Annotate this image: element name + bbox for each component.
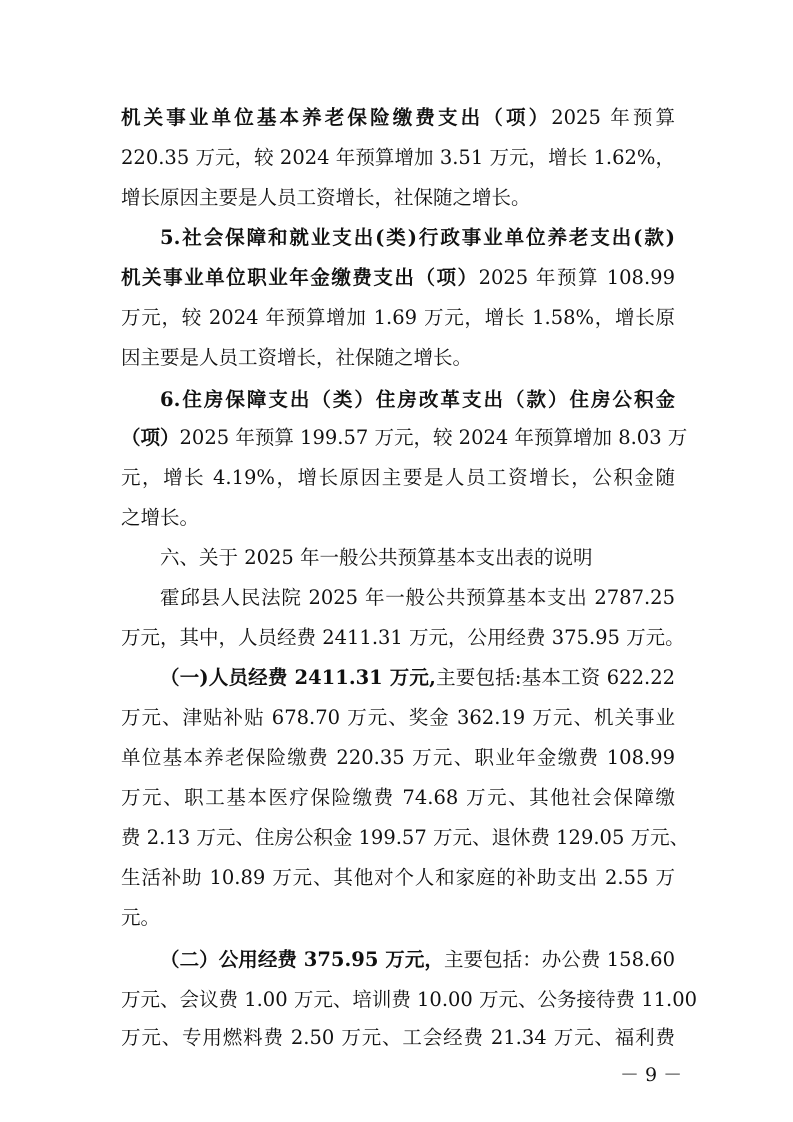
text-segment: 220.35 万元，较 2024 年预算增加 3.51 万元，增长 1.62%， [121, 146, 675, 169]
body-line [121, 900, 675, 936]
section-heading-6 [160, 382, 675, 418]
text-segment: 6.住房保障支出（类）住房改革支出（款）住房公积金 [160, 388, 675, 411]
text-segment: 增长原因主要是人员工资增长，社保随之增长。 [121, 186, 531, 209]
body-line [121, 700, 675, 736]
text-segment: （二）公用经费 375.95 万元， [160, 948, 444, 971]
text-segment: 万元、津贴补贴 678.70 万元、奖金 362.19 万元、机关事业 [121, 706, 675, 729]
text-segment: 主要包括:基本工资 622.22 [435, 666, 676, 689]
body-line [121, 860, 675, 896]
body-line [121, 982, 698, 1018]
text-segment: 元。 [121, 906, 161, 929]
body-line [121, 620, 685, 656]
text-segment: 万元，较 2024 年预算增加 1.69 万元，增长 1.58%，增长原 [121, 306, 675, 329]
text-segment: 万元，其中，人员经费 2411.31 万元，公用经费 375.95 万元。 [121, 626, 685, 649]
text-segment: 主要包括：办公费 158.60 [443, 948, 675, 971]
text-segment: 万元、职工基本医疗保险缴费 74.68 万元、其他社会保障缴 [121, 786, 675, 809]
body-line [160, 580, 675, 616]
text-segment: 机关事业单位基本养老保险缴费支出（项） [121, 106, 552, 129]
text-segment: 因主要是人员工资增长，社保随之增长。 [121, 346, 473, 369]
text-segment: 六、关于 2025 年一般公共预算基本支出表的说明 [160, 546, 593, 569]
text-segment: （项） [121, 426, 180, 449]
text-segment: 霍邱县人民法院 2025 年一般公共预算基本支出 2787.25 [160, 586, 675, 609]
body-line [121, 780, 675, 816]
body-line [121, 500, 675, 536]
text-segment: 生活补助 10.89 万元、其他对个人和家庭的补助支出 2.55 万 [121, 866, 675, 889]
subsection-public [160, 942, 675, 978]
text-segment: 万元、专用燃料费 2.50 万元、工会经费 21.34 万元、福利费 [121, 1026, 675, 1049]
text-segment: 2025 年预算 199.57 万元，较 2024 年预算增加 8.03 万 [179, 426, 688, 449]
body-line [121, 820, 690, 856]
text-segment: 之增长。 [121, 506, 200, 529]
body-line [121, 260, 675, 296]
page-number: － 9 － [620, 1064, 683, 1086]
text-segment: 单位基本养老保险缴费 220.35 万元、职业年金缴费 108.99 [121, 746, 675, 769]
body-line [121, 100, 675, 136]
body-line [121, 740, 675, 776]
text-segment: （一)人员经费 2411.31 万元, [160, 666, 436, 689]
section-heading-six [160, 540, 675, 576]
text-segment: 机关事业单位职业年金缴费支出（项） [121, 266, 479, 289]
text-segment: 5.社会保障和就业支出(类)行政事业单位养老支出(款) [160, 226, 675, 249]
body-line [121, 140, 675, 176]
text-segment: 2025 年预算 [551, 106, 675, 129]
section-heading-5 [160, 220, 675, 256]
body-line [121, 180, 675, 216]
text-segment: 2025 年预算 108.99 [478, 266, 675, 289]
body-line [121, 340, 675, 376]
text-segment: 费 2.13 万元、住房公积金 199.57 万元、退休费 129.05 万元、 [121, 826, 690, 849]
body-line [121, 420, 688, 456]
body-line [121, 460, 675, 496]
body-line [121, 300, 675, 336]
subsection-personnel [160, 660, 675, 696]
body-line [121, 1020, 675, 1056]
text-segment: 万元、会议费 1.00 万元、培训费 10.00 万元、公务接待费 11.00 [121, 988, 698, 1011]
text-segment: 元，增长 4.19%，增长原因主要是人员工资增长，公积金随 [121, 466, 675, 489]
